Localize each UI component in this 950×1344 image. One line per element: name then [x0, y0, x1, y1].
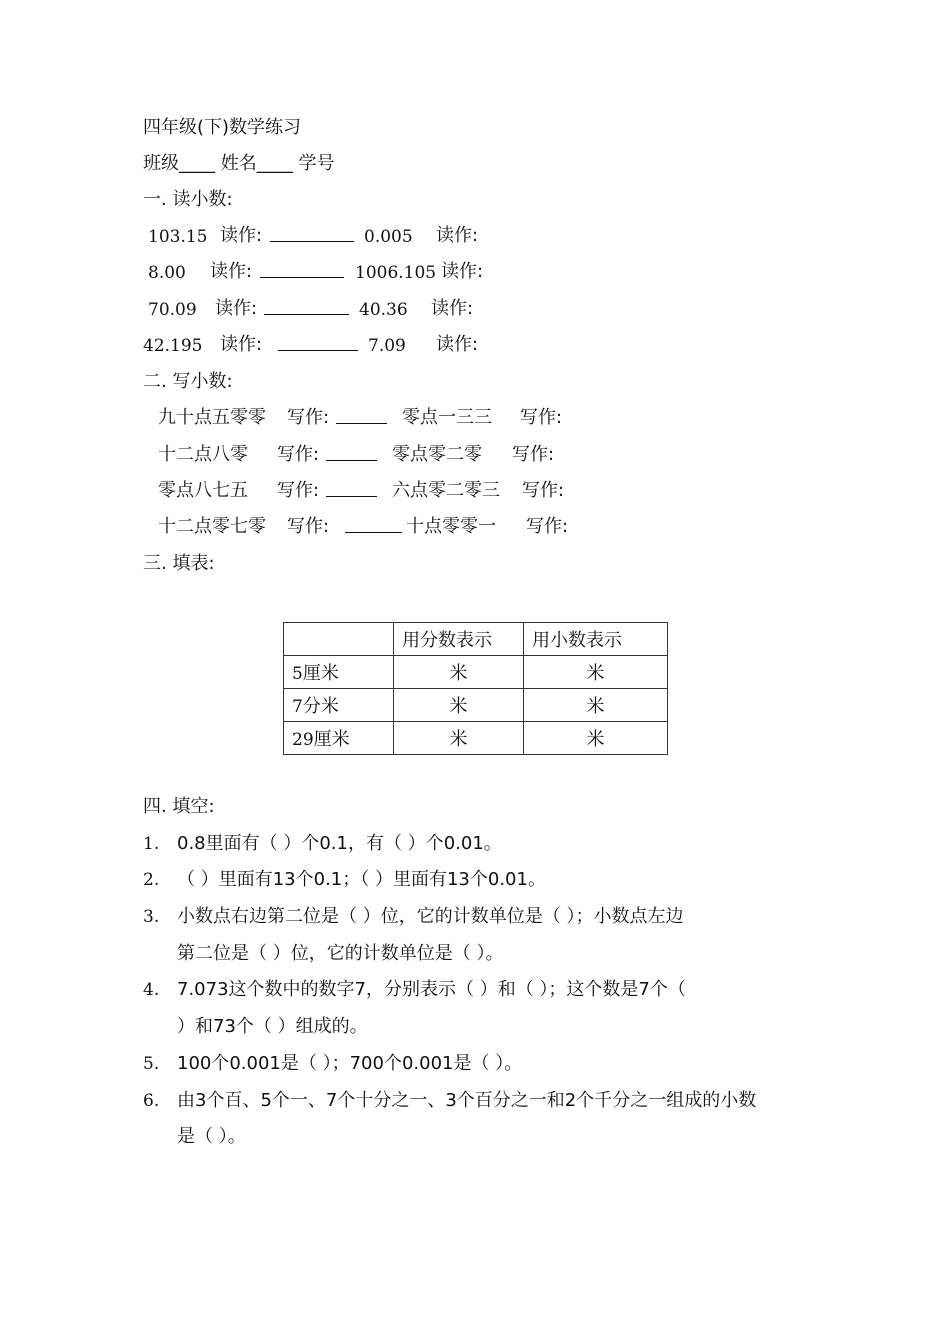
question-number: 1.	[143, 834, 160, 854]
length-label: 29厘米	[284, 722, 394, 755]
read-label: 读作:	[215, 298, 258, 319]
read-label: 读作:	[436, 334, 479, 355]
question-text: （ ）里面有13个0.1；（ ）里面有13个0.01。	[177, 869, 546, 890]
write-label: 写作:	[522, 480, 565, 501]
decimal-value: 103.15	[148, 227, 208, 247]
chinese-number: 十二点零七零	[158, 516, 266, 537]
decimal-value: 0.005	[364, 227, 413, 247]
name-field[interactable]: 姓名____	[220, 153, 293, 174]
question-2	[143, 869, 546, 891]
answer-blank[interactable]	[345, 516, 402, 533]
question-text: 7.073这个数中的数字7，分别表示（ ）和（ ）；这个数是7个（	[177, 979, 686, 1000]
decimal-answer-cell[interactable]: 米	[524, 722, 668, 755]
question-3	[143, 906, 683, 928]
fraction-answer-cell[interactable]: 米	[394, 722, 524, 755]
chinese-number: 十二点八零	[158, 444, 248, 465]
decimal-answer-cell[interactable]: 米	[524, 689, 668, 722]
table-header-cell: 用分数表示	[394, 623, 524, 656]
answer-blank[interactable]	[260, 261, 344, 278]
page-title: 四年级(下)数学练习	[143, 117, 302, 138]
decimal-value: 42.195	[143, 336, 203, 356]
section-write-decimals-heading: 二. 写小数:	[143, 371, 233, 392]
read-label: 读作:	[220, 225, 263, 246]
decimal-value: 70.09	[148, 300, 197, 320]
answer-blank[interactable]	[336, 407, 387, 424]
chinese-number: 零点零二零	[392, 444, 482, 465]
question-6	[143, 1090, 756, 1112]
fraction-answer-cell[interactable]: 米	[394, 689, 524, 722]
read-label: 读作:	[441, 261, 484, 282]
question-text-continued: ）和73个（ ）组成的。	[177, 1016, 368, 1037]
answer-blank[interactable]	[326, 480, 377, 497]
write-label: 写作:	[287, 407, 330, 428]
write-label: 写作:	[512, 444, 555, 465]
question-text-continued: 是（ ）。	[177, 1126, 246, 1147]
student-info	[143, 153, 334, 175]
write-label: 写作:	[520, 407, 563, 428]
class-field[interactable]: 班级____	[143, 153, 215, 174]
question-1	[143, 833, 502, 855]
question-text: 由3个百、5个一、7个十分之一、3个百分之一和2个千分之一组成的小数	[177, 1090, 757, 1111]
read-label: 读作:	[220, 334, 263, 355]
chinese-number: 零点八七五	[158, 480, 248, 501]
chinese-number: 零点一三三	[402, 407, 492, 428]
table-row	[284, 656, 668, 689]
chinese-number: 六点零二零三	[392, 480, 500, 501]
table-header-cell: 用小数表示	[524, 623, 668, 656]
section-read-decimals-heading: 一. 读小数:	[143, 189, 233, 210]
question-number: 2.	[143, 870, 160, 890]
write-label: 写作:	[277, 444, 320, 465]
read-label: 读作:	[436, 225, 479, 246]
length-label: 7分米	[284, 689, 394, 722]
question-text: 100个0.001是（ ）；700个0.001是（ ）。	[177, 1053, 523, 1074]
write-label: 写作:	[277, 480, 320, 501]
decimal-value: 7.09	[368, 336, 406, 356]
section-fill-table-heading: 三. 填表:	[143, 553, 215, 574]
decimal-answer-cell[interactable]: 米	[524, 656, 668, 689]
decimal-value: 40.36	[359, 300, 408, 320]
question-text: 小数点右边第二位是（ ）位，它的计数单位是（ ）；小数点左边	[177, 906, 684, 927]
read-label: 读作:	[210, 261, 253, 282]
question-text: 0.8里面有（ ）个0.1，有（ ）个0.01。	[177, 833, 502, 854]
table-row	[284, 722, 668, 755]
answer-blank[interactable]	[270, 225, 354, 242]
question-number: 5.	[143, 1054, 160, 1074]
chinese-number: 九十点五零零	[158, 407, 266, 428]
table-header-cell	[284, 623, 394, 656]
read-label: 读作:	[431, 298, 474, 319]
question-4	[143, 979, 686, 1001]
write-label: 写作:	[287, 516, 330, 537]
table-header-row	[284, 623, 668, 656]
conversion-table	[283, 622, 668, 755]
question-number: 4.	[143, 980, 160, 1000]
question-number: 6.	[143, 1091, 160, 1111]
question-number: 3.	[143, 907, 160, 927]
decimal-value: 1006.105	[355, 263, 437, 283]
question-5	[143, 1053, 522, 1075]
answer-blank[interactable]	[278, 334, 358, 351]
answer-blank[interactable]	[326, 444, 377, 461]
chinese-number: 十点零零一	[406, 516, 496, 537]
length-label: 5厘米	[284, 656, 394, 689]
answer-blank[interactable]	[264, 298, 349, 315]
write-label: 写作:	[526, 516, 569, 537]
question-text-continued: 第二位是（ ）位，它的计数单位是（ ）。	[177, 943, 504, 964]
table-row	[284, 689, 668, 722]
student-id-label: 学号	[298, 153, 335, 174]
section-fill-blanks-heading: 四. 填空:	[143, 796, 215, 817]
fraction-answer-cell[interactable]: 米	[394, 656, 524, 689]
decimal-value: 8.00	[148, 263, 186, 283]
